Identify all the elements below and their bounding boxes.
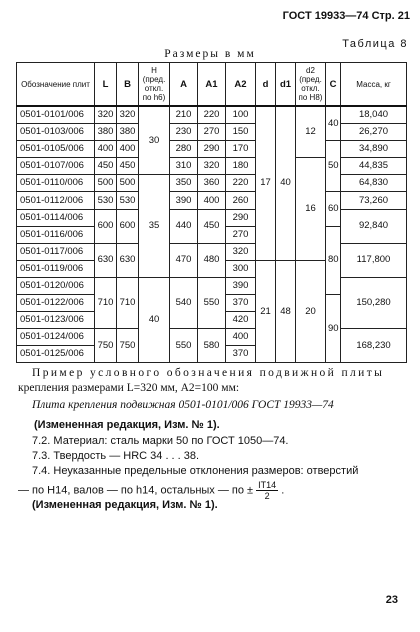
table-row bbox=[17, 277, 407, 294]
cell-designation: 0501-0103/006 bbox=[17, 124, 95, 141]
cell-mass: 64,830 bbox=[341, 175, 407, 192]
table-row bbox=[17, 192, 407, 209]
table-row bbox=[17, 141, 407, 158]
cell-mass: 73,260 bbox=[341, 192, 407, 209]
page-number: 23 bbox=[385, 594, 398, 606]
cell-A: 310 bbox=[170, 158, 198, 175]
cell-L: 400 bbox=[95, 141, 117, 158]
cell-mass: 44,835 bbox=[341, 158, 407, 175]
cell-H: 35 bbox=[139, 175, 170, 278]
cell-A2: 390 bbox=[226, 277, 256, 294]
cell-designation: 0501-0101/006 bbox=[17, 106, 95, 124]
cell-C: 80 bbox=[326, 226, 341, 294]
cell-designation: 0501-0123/006 bbox=[17, 312, 95, 329]
cell-L: 750 bbox=[95, 329, 117, 363]
cell-A2: 370 bbox=[226, 295, 256, 312]
cell-d: 21 bbox=[256, 260, 276, 363]
cell-A1: 580 bbox=[198, 329, 226, 363]
col-A2: A2 bbox=[226, 63, 256, 107]
edit-note-2: (Измененная редакция, Изм. № 1). bbox=[32, 499, 218, 511]
cell-mass: 92,840 bbox=[341, 209, 407, 243]
cell-designation: 0501-0122/006 bbox=[17, 295, 95, 312]
cell-A2: 320 bbox=[226, 243, 256, 260]
cell-designation: 0501-0105/006 bbox=[17, 141, 95, 158]
cell-L: 530 bbox=[95, 192, 117, 209]
cell-A: 550 bbox=[170, 329, 198, 363]
cell-designation: 0501-0114/006 bbox=[17, 209, 95, 226]
cell-A: 470 bbox=[170, 243, 198, 277]
cell-B: 710 bbox=[117, 277, 139, 328]
cell-B: 380 bbox=[117, 124, 139, 141]
cell-L: 600 bbox=[95, 209, 117, 243]
cell-A2: 300 bbox=[226, 260, 256, 277]
cell-A2: 370 bbox=[226, 346, 256, 363]
cell-A: 280 bbox=[170, 141, 198, 158]
cell-A: 390 bbox=[170, 192, 198, 209]
col-d1: d1 bbox=[276, 63, 296, 107]
cell-A: 230 bbox=[170, 124, 198, 141]
col-H: H (пред. откл. по h6) bbox=[139, 63, 170, 107]
col-d2: d2 (пред. откл. по H8) bbox=[296, 63, 326, 107]
cell-d1: 40 bbox=[276, 106, 296, 260]
clause-7-4-continued: — по H14, валов — по h14, остальных — по ± $\frac{IT14}{2}$ . bbox=[18, 480, 285, 501]
table-row bbox=[17, 243, 407, 260]
example-rest: крепления размерами L=320 мм, A2=100 мм: bbox=[18, 382, 240, 394]
col-L: L bbox=[95, 63, 117, 107]
cell-A: 440 bbox=[170, 209, 198, 243]
cell-A: 210 bbox=[170, 106, 198, 124]
cell-A1: 220 bbox=[198, 106, 226, 124]
cell-mass: 117,800 bbox=[341, 243, 407, 277]
edit-note-1: (Измененная редакция, Изм. № 1). bbox=[34, 419, 220, 431]
cell-mass: 34,890 bbox=[341, 141, 407, 158]
cell-designation: 0501-0107/006 bbox=[17, 158, 95, 175]
cell-A2: 290 bbox=[226, 209, 256, 226]
cell-A1: 270 bbox=[198, 124, 226, 141]
cell-L: 320 bbox=[95, 106, 117, 124]
cell-B: 500 bbox=[117, 175, 139, 192]
example-paragraph bbox=[18, 366, 408, 396]
dimensions-table bbox=[16, 62, 407, 363]
cell-designation: 0501-0125/006 bbox=[17, 346, 95, 363]
cell-A2: 270 bbox=[226, 226, 256, 243]
table-header-row bbox=[17, 63, 407, 107]
cell-A2: 420 bbox=[226, 312, 256, 329]
cell-d2: 12 bbox=[296, 106, 326, 158]
cell-A1: 320 bbox=[198, 158, 226, 175]
clause-7-2: 7.2. Материал: сталь марки 50 по ГОСТ 1050—74. bbox=[32, 435, 289, 447]
page-header: ГОСТ 19933—74 Стр. 21 bbox=[282, 10, 410, 22]
cell-B: 530 bbox=[117, 192, 139, 209]
cell-designation: 0501-0124/006 bbox=[17, 329, 95, 346]
cell-designation: 0501-0117/006 bbox=[17, 243, 95, 260]
cell-designation: 0501-0110/006 bbox=[17, 175, 95, 192]
cell-A: 350 bbox=[170, 175, 198, 192]
cell-A2: 150 bbox=[226, 124, 256, 141]
cell-A2: 220 bbox=[226, 175, 256, 192]
cell-A2: 170 bbox=[226, 141, 256, 158]
col-A1: A1 bbox=[198, 63, 226, 107]
table-row bbox=[17, 158, 407, 175]
cell-A1: 550 bbox=[198, 277, 226, 328]
cell-A: 540 bbox=[170, 277, 198, 328]
cell-A1: 290 bbox=[198, 141, 226, 158]
cell-designation: 0501-0112/006 bbox=[17, 192, 95, 209]
col-C: C bbox=[326, 63, 341, 107]
table-label: Таблица 8 bbox=[342, 38, 408, 50]
cell-d: 17 bbox=[256, 106, 276, 260]
col-d: d bbox=[256, 63, 276, 107]
clause-7-3: 7.3. Твердость — HRC 34 . . . 38. bbox=[32, 450, 200, 462]
cell-L: 710 bbox=[95, 277, 117, 328]
cell-L: 630 bbox=[95, 243, 117, 277]
example-lead: Пример условного обозначения подвижной плиты bbox=[32, 367, 385, 379]
sizes-caption: Размеры в мм bbox=[164, 48, 256, 60]
cell-A1: 400 bbox=[198, 192, 226, 209]
cell-d2: 16 bbox=[296, 158, 326, 261]
cell-d1: 48 bbox=[276, 260, 296, 363]
cell-designation: 0501-0120/006 bbox=[17, 277, 95, 294]
cell-H: 30 bbox=[139, 106, 170, 175]
table-row bbox=[17, 106, 407, 124]
cell-B: 450 bbox=[117, 158, 139, 175]
cell-mass: 168,230 bbox=[341, 329, 407, 363]
cell-A1: 480 bbox=[198, 243, 226, 277]
cell-C: 90 bbox=[326, 295, 341, 363]
fraction-denominator: 2 bbox=[264, 491, 270, 501]
cell-designation: 0501-0116/006 bbox=[17, 226, 95, 243]
col-A: A bbox=[170, 63, 198, 107]
cell-mass: 26,270 bbox=[341, 124, 407, 141]
col-mass: Масса, кг bbox=[341, 63, 407, 107]
cell-L: 500 bbox=[95, 175, 117, 192]
cell-mass: 150,280 bbox=[341, 277, 407, 328]
cell-C: 60 bbox=[326, 192, 341, 226]
cell-B: 320 bbox=[117, 106, 139, 124]
col-designation: Обозначение плит bbox=[17, 63, 95, 107]
table-row bbox=[17, 124, 407, 141]
col-B: B bbox=[117, 63, 139, 107]
cell-mass: 18,040 bbox=[341, 106, 407, 124]
cell-H: 40 bbox=[139, 277, 170, 362]
cell-A2: 400 bbox=[226, 329, 256, 346]
cell-B: 750 bbox=[117, 329, 139, 363]
cell-C: 50 bbox=[326, 141, 341, 192]
cell-d2: 20 bbox=[296, 260, 326, 363]
cell-B: 630 bbox=[117, 243, 139, 277]
clause-7-4-text: — по H14, валов — по h14, остальных — по ± bbox=[18, 484, 254, 497]
cell-A2: 180 bbox=[226, 158, 256, 175]
cell-A2: 260 bbox=[226, 192, 256, 209]
table-row bbox=[17, 329, 407, 346]
table-row bbox=[17, 175, 407, 192]
cell-B: 600 bbox=[117, 209, 139, 243]
example-item: Плита крепления подвижная 0501-0101/006 ГОСТ 19933—74 bbox=[32, 399, 334, 411]
clause-7-4: 7.4. Неуказанные предельные отклонения размеров: отверстий bbox=[32, 465, 359, 477]
cell-designation: 0501-0119/006 bbox=[17, 260, 95, 277]
cell-A1: 450 bbox=[198, 209, 226, 243]
cell-A1: 360 bbox=[198, 175, 226, 192]
fraction-numerator: IT14 bbox=[258, 480, 277, 490]
table-row bbox=[17, 209, 407, 226]
cell-L: 450 bbox=[95, 158, 117, 175]
cell-C: 40 bbox=[326, 106, 341, 141]
cell-B: 400 bbox=[117, 141, 139, 158]
cell-L: 380 bbox=[95, 124, 117, 141]
cell-A2: 100 bbox=[226, 106, 256, 124]
